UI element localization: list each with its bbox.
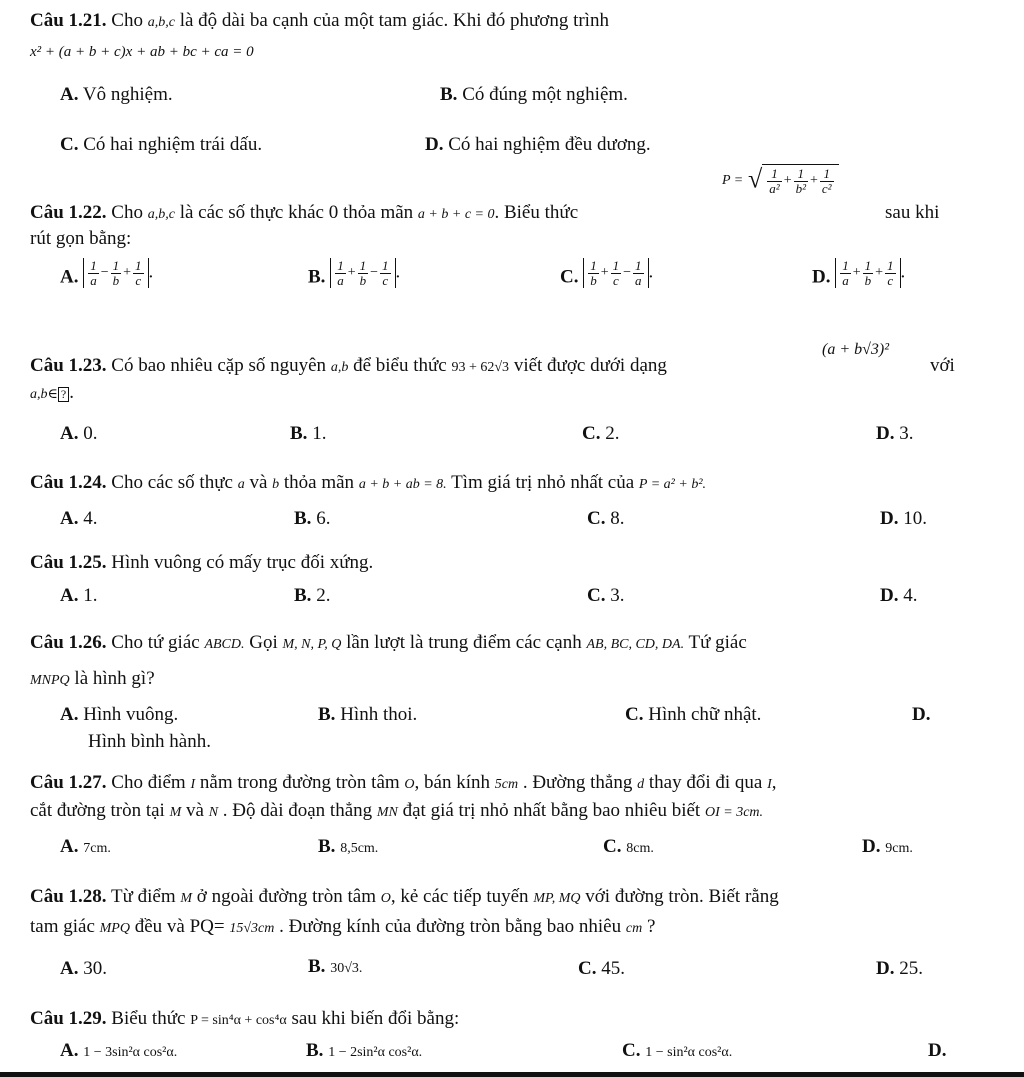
question-1-23: Câu 1.23. Có bao nhiêu cặp số nguyên a,b để biểu thức 93 + 62√3 viết được dưới dạng (30, 355, 667, 376)
option-c[interactable]: C. Có hai nghiệm trái dấu. (60, 134, 263, 155)
fraction: $\frac{1}{\text{c²}}$ (821, 166, 832, 196)
option-a[interactable]: A. Vô nghiệm. (60, 84, 173, 105)
equation: x² + (a + b + c)x + ab + bc + ca = 0 (30, 44, 254, 60)
option-d-text: Hình bình hành. (88, 731, 211, 752)
question-label: Câu 1.22. (30, 202, 107, 223)
question-1-24: Câu 1.24. Cho các số thực a và b thỏa mãn a + b + ab = 8. Tìm giá trị nhỏ nhất của P = a² + b². (30, 472, 707, 493)
option-a[interactable]: A. $\frac{1}{a}$ − $\frac{1}{b}$ + $\frac{1}{c}$ . (60, 258, 154, 288)
question-1-28: Câu 1.28. Từ điểm M ở ngoài đường tròn tâm O, kẻ các tiếp tuyến MP, MQ với đường tròn. Biết rằng (30, 886, 779, 907)
question-1-26: Câu 1.26. Cho tứ giác ABCD. Gọi M, N, P, Q lần lượt là trung điểm các cạnh AB, BC, CD, DA. Tứ giác (30, 632, 747, 653)
question-text-cont: cắt đường tròn tại M và N . Độ dài đoạn thẳng MN đạt giá trị nhỏ nhất bằng bao nhiêu biết OI = 3cm. (30, 800, 764, 821)
option-c[interactable]: C. $\frac{1}{b}$ + $\frac{1}{c}$ − $\frac{1}{a}$ . (560, 258, 654, 288)
absolute-value: $\frac{1}{a}$ + $\frac{1}{b}$ − $\frac{1}{c}$ (330, 258, 395, 288)
fraction: $\frac{1}{\text{b²}}$ (795, 166, 806, 196)
question-text-cont: rút gọn bằng: (30, 228, 132, 249)
option-d[interactable]: D. 10. (880, 508, 927, 529)
option-b[interactable]: B. Hình thoi. (318, 704, 418, 725)
option-a[interactable]: A. 30. (60, 958, 107, 979)
fraction: $\frac{1}{\text{a²}}$ (769, 166, 780, 196)
option-b[interactable]: B. 8,5cm. (318, 836, 379, 857)
absolute-value: $\frac{1}{a}$ + $\frac{1}{b}$ + $\frac{1}{c}$ (835, 258, 900, 288)
option-a[interactable]: A. 0. (60, 423, 98, 444)
question-1-22: Câu 1.22. Cho a,b,c là các số thực khác 0 thỏa mãn a + b + c = 0. Biểu thức (30, 202, 579, 223)
p-formula: P = √ $\frac{1}{\text{a²}}$ + $\frac{1}{\text{b²}}$ + $\frac{1}{\text{c²}}$ (722, 164, 839, 195)
option-b[interactable]: B. 1 − 2sin²α cos²α. (306, 1040, 423, 1061)
option-c[interactable]: C. 2. (582, 423, 620, 444)
absolute-value: $\frac{1}{a}$ − $\frac{1}{b}$ + $\frac{1}{c}$ (83, 258, 148, 288)
option-b[interactable]: B. 2. (294, 585, 331, 606)
option-c[interactable]: C. 1 − sin²α cos²α. (622, 1040, 733, 1061)
option-a[interactable]: A. 1 − 3sin²α cos²α. (60, 1040, 178, 1061)
option-c[interactable]: C. Hình chữ nhật. (625, 704, 762, 725)
option-a[interactable]: A. Hình vuông. (60, 704, 179, 725)
option-b[interactable]: B. Có đúng một nghiệm. (440, 84, 628, 105)
question-text-cont: tam giác MPQ đều và PQ= 15√3cm . Đường kính của đường tròn bằng bao nhiêu cm ? (30, 916, 656, 937)
question-1-21: Câu 1.21. Cho a,b,c là độ dài ba cạnh của một tam giác. Khi đó phương trình (30, 10, 609, 31)
question-label: Câu 1.24. (30, 472, 107, 493)
absolute-value: $\frac{1}{b}$ + $\frac{1}{c}$ − $\frac{1}{a}$ (583, 258, 648, 288)
option-c[interactable]: C. 8cm. (603, 836, 654, 857)
page-bottom-border (0, 1072, 1024, 1077)
option-d[interactable]: D. 25. (876, 958, 923, 979)
option-c[interactable]: C. 8. (587, 508, 625, 529)
question-text-cont: với (930, 355, 955, 376)
option-d[interactable]: D. 4. (880, 585, 918, 606)
question-label: Câu 1.21. (30, 10, 107, 31)
question-label: Câu 1.27. (30, 772, 107, 793)
option-a[interactable]: A. 1. (60, 585, 98, 606)
option-c[interactable]: C. 45. (578, 958, 625, 979)
option-b[interactable]: B. $\frac{1}{a}$ + $\frac{1}{b}$ − $\frac{1}{c}$ . (308, 258, 401, 288)
question-1-29: Câu 1.29. Biểu thức P = sin⁴α + cos⁴α sau khi biến đổi bằng: (30, 1008, 460, 1029)
question-text-cont: MNPQ là hình gì? (30, 668, 155, 689)
question-text-cont: a,b∈ ? . (30, 382, 74, 403)
option-a[interactable]: A. 7cm. (60, 836, 111, 857)
option-d[interactable]: D. (912, 704, 931, 725)
option-d[interactable]: D. Có hai nghiệm đều dương. (425, 134, 651, 155)
option-b[interactable]: B. 30√3. (308, 956, 363, 977)
option-c[interactable]: C. 3. (587, 585, 625, 606)
option-b[interactable]: B. 6. (294, 508, 331, 529)
option-d[interactable]: D. 3. (876, 423, 914, 444)
option-d[interactable]: D. $\frac{1}{a}$ + $\frac{1}{b}$ + $\frac{1}{c}$ . (812, 258, 906, 288)
question-text-cont: sau khi (885, 202, 940, 223)
question-1-25: Câu 1.25. Hình vuông có mấy trục đối xứng. (30, 552, 374, 573)
sqrt-expression: √ $\frac{1}{\text{a²}}$ + $\frac{1}{\text{b²}}$ + $\frac{1}{\text{c²}}$ (748, 164, 839, 195)
option-b[interactable]: B. 1. (290, 423, 327, 444)
question-label: Câu 1.23. (30, 355, 107, 376)
option-d[interactable]: D. (928, 1040, 947, 1061)
target-form: (a + b√3)² (822, 341, 890, 358)
question-label: Câu 1.25. (30, 552, 107, 573)
question-label: Câu 1.28. (30, 886, 107, 907)
option-d[interactable]: D. 9cm. (862, 836, 913, 857)
question-label: Câu 1.26. (30, 632, 107, 653)
question-label: Câu 1.29. (30, 1008, 107, 1029)
question-1-27: Câu 1.27. Cho điểm I nằm trong đường tròn tâm O, bán kính 5cm . Đường thẳng d thay đổi đi qua I, (30, 772, 777, 793)
missing-glyph-box: ? (58, 387, 69, 402)
option-a[interactable]: A. 4. (60, 508, 98, 529)
